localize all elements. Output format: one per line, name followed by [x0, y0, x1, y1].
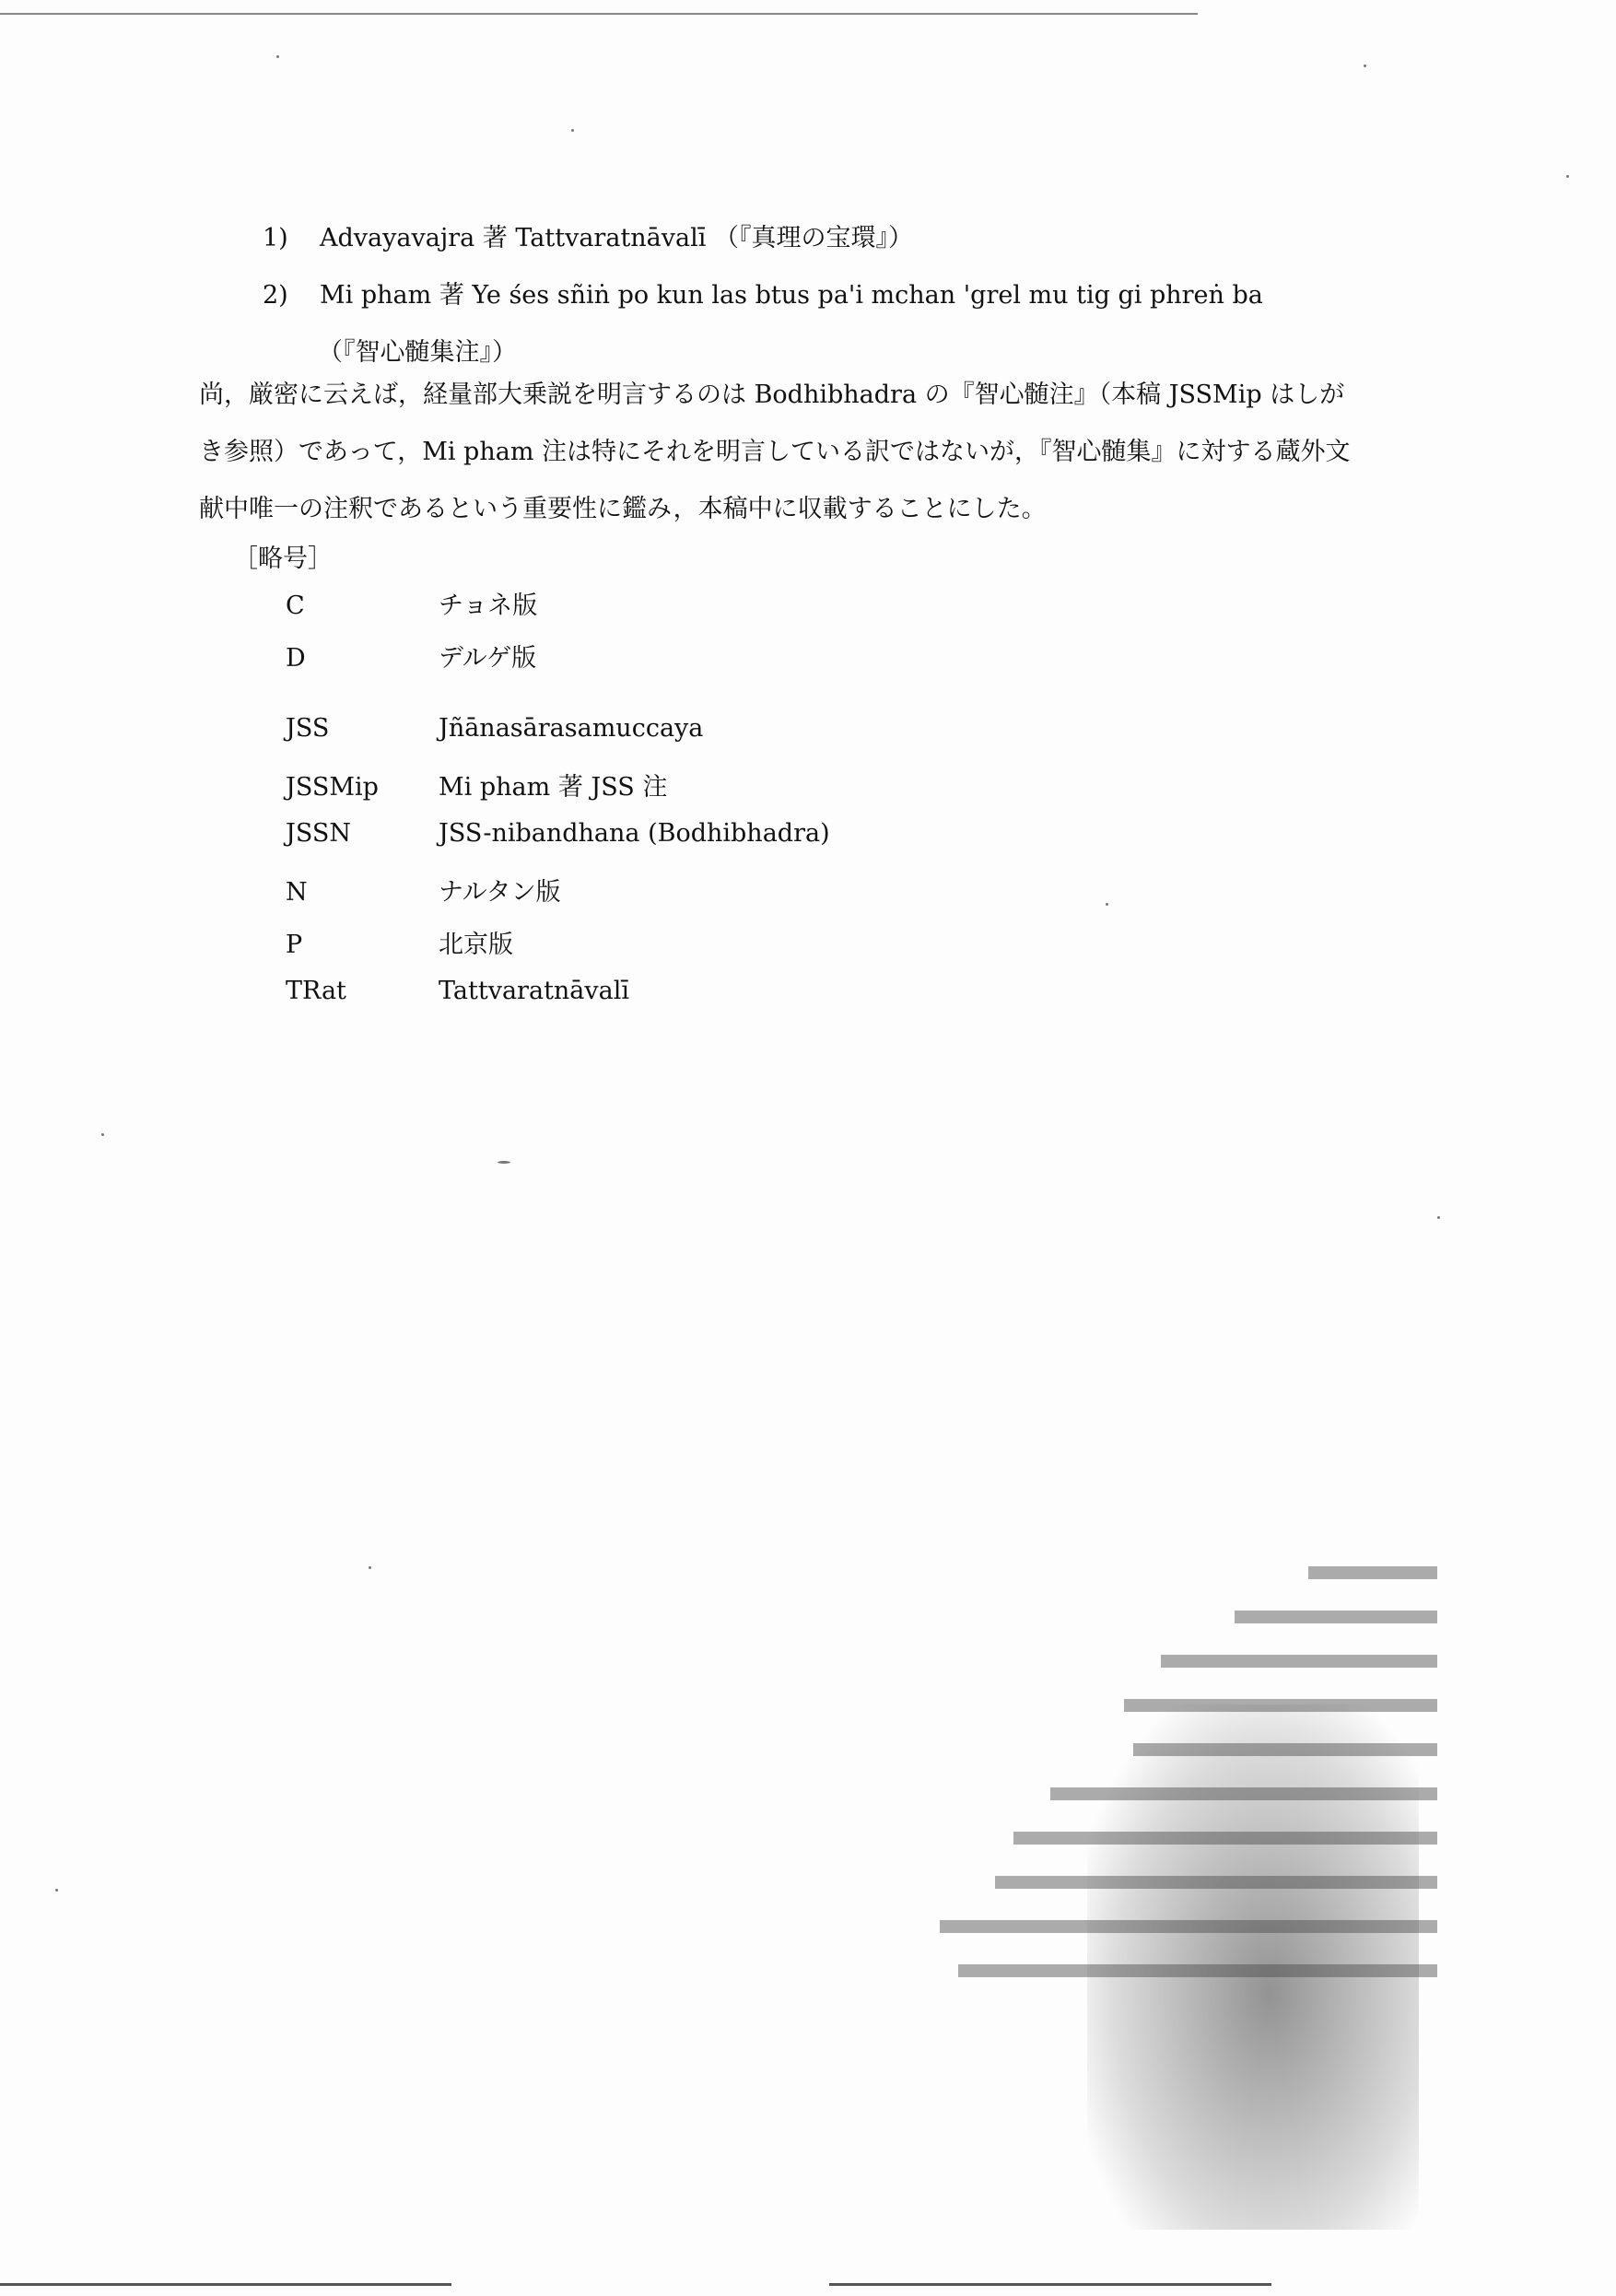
abbreviation-key: TRat	[286, 977, 346, 1005]
mirrored-text-line	[1050, 1787, 1437, 1800]
scan-speck	[1364, 64, 1366, 67]
mirrored-text-line	[1161, 1655, 1437, 1668]
scan-speck	[276, 55, 279, 58]
abbreviation-key: D	[286, 644, 306, 673]
abbreviation-key: JSSN	[286, 819, 351, 848]
abbreviation-key: P	[286, 931, 303, 959]
abbreviations-list	[286, 585, 830, 1029]
note-line: き参照）であって，Mi pham 注は特にそれを明言している訳ではないが，『智心髄集』に対する蔵外文	[199, 438, 1351, 466]
source-text: Advayavajra 著 Tattvaratnāvalī （『真理の宝環』）	[320, 224, 913, 252]
abbreviation-value: ナルタン版	[439, 878, 561, 907]
source-item-2-continuation: （『智心髄集注』）	[318, 338, 517, 367]
source-list	[263, 210, 1263, 381]
abbreviation-row	[286, 977, 830, 1029]
abbreviation-key: C	[286, 592, 305, 620]
scan-speck	[369, 1566, 371, 1569]
bottom-scan-edge-left	[0, 2283, 451, 2286]
abbreviation-value: Tattvaratnāvalī	[439, 977, 630, 1005]
scan-speck	[571, 129, 574, 132]
mirrored-text-line	[1013, 1832, 1437, 1845]
abbreviation-key: JSS	[286, 714, 330, 743]
scan-speck	[1437, 1216, 1440, 1219]
abbreviation-row	[286, 819, 830, 872]
abbreviation-row	[286, 924, 830, 977]
scan-speck	[101, 1133, 104, 1136]
abbreviation-value: デルゲ版	[439, 644, 537, 673]
explanatory-note	[199, 367, 1489, 538]
bottom-scan-edge-right	[829, 2283, 1271, 2286]
mirrored-text-line	[940, 1920, 1437, 1933]
abbreviation-key: JSSMip	[286, 773, 379, 802]
abbreviation-value: Jñānasārasamuccaya	[439, 714, 704, 743]
scan-speck	[1566, 175, 1569, 178]
abbreviation-value: 北京版	[439, 931, 513, 959]
mirrored-text-line	[1308, 1566, 1437, 1579]
mirrored-text-line	[995, 1876, 1437, 1889]
scan-speck	[55, 1889, 58, 1892]
abbreviation-row	[286, 585, 830, 638]
mirrored-text-line	[1133, 1743, 1437, 1756]
abbreviation-row	[286, 714, 830, 767]
abbreviation-value: Mi pham 著 JSS 注	[439, 773, 668, 802]
source-item-2	[263, 267, 1263, 324]
source-text: Mi pham 著 Ye śes sñiṅ po kun las btus pa'i mchan 'grel mu tig gi phreṅ ba	[320, 281, 1263, 310]
mirrored-text-line	[1124, 1699, 1437, 1712]
top-scan-edge	[0, 13, 1198, 15]
abbreviation-value: チョネ版	[439, 592, 538, 620]
bleed-through-artifact	[921, 1566, 1437, 2230]
mirrored-text-line	[958, 1964, 1437, 1977]
source-item-1	[263, 210, 1263, 267]
mirrored-text-line	[1235, 1611, 1437, 1623]
note-line: 尚，厳密に云えば，経量部大乗説を明言するのは Bodhibhadra の『智心髄注』（本稿 JSSMip はしが	[199, 381, 1345, 409]
abbreviation-row	[286, 872, 830, 924]
abbreviation-value: JSS-nibandhana (Bodhibhadra)	[439, 819, 830, 848]
abbreviation-row	[286, 638, 830, 690]
note-line: 献中唯一の注釈であるという重要性に鑑み，本稿中に収載することにした。	[199, 495, 1047, 523]
source-number: 1)	[263, 224, 288, 252]
scan-speck	[498, 1161, 510, 1164]
source-number: 2)	[263, 281, 288, 310]
abbreviation-key: N	[286, 878, 308, 907]
scan-speck	[1106, 903, 1108, 906]
abbreviations-heading: ［略号］	[233, 545, 333, 573]
abbreviation-row	[286, 767, 830, 819]
